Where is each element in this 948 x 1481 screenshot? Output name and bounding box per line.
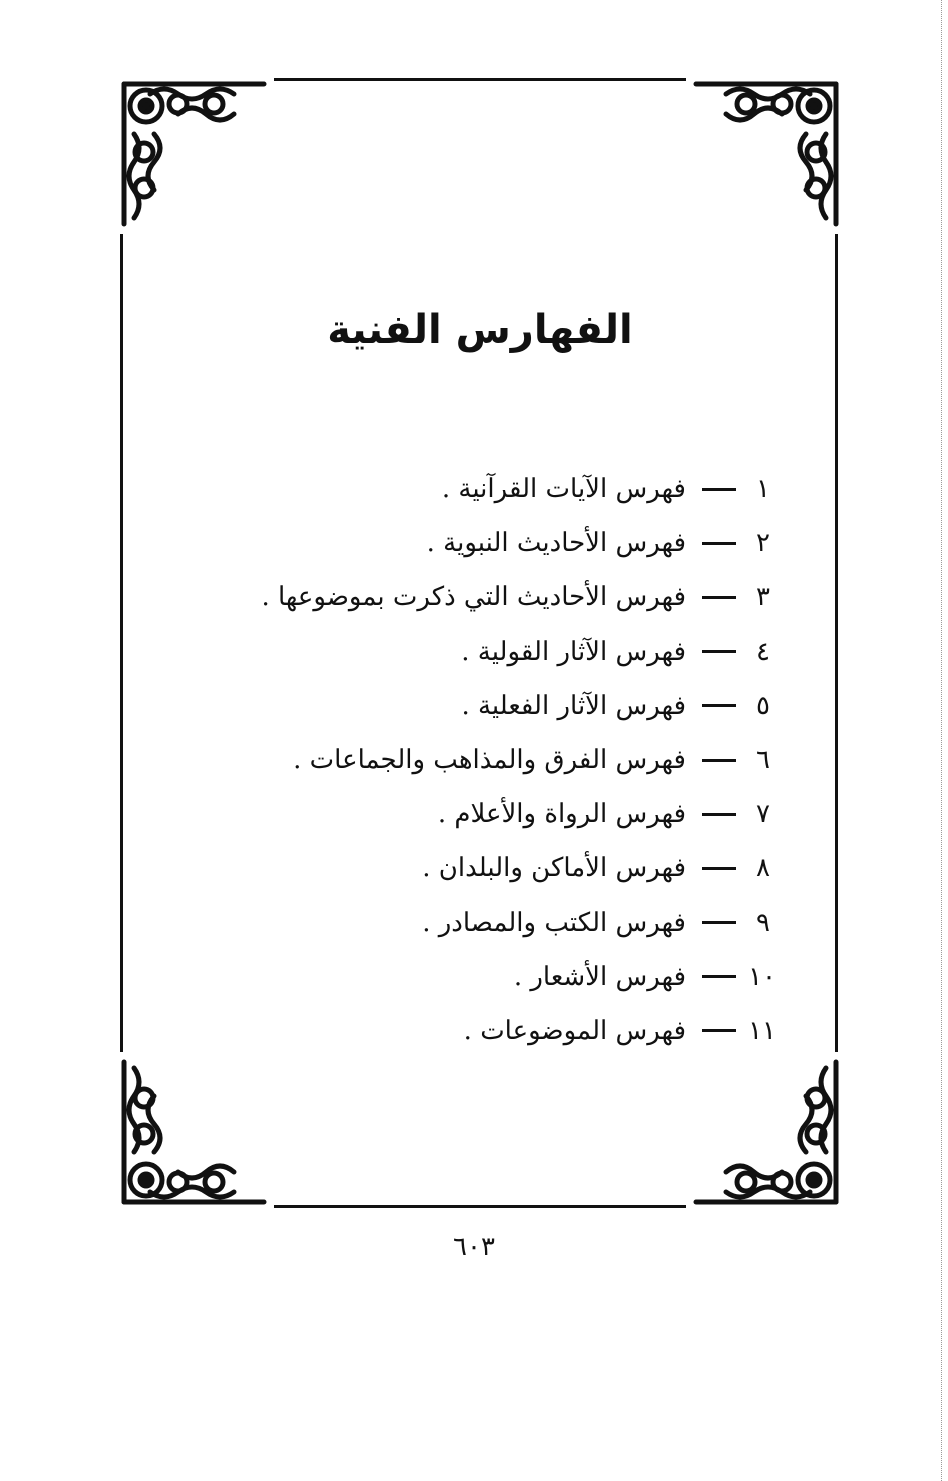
item-dash xyxy=(702,488,736,491)
item-dash xyxy=(702,542,736,545)
item-number: ٧ xyxy=(756,799,770,830)
item-number: ٢ xyxy=(756,528,770,559)
item-number: ٩ xyxy=(756,907,770,938)
list-item xyxy=(180,733,776,787)
item-dash xyxy=(702,813,736,816)
page-title: الفهارس الفنية xyxy=(327,307,633,353)
item-text: فهرس الآيات القرآنية . xyxy=(441,474,686,505)
item-dash xyxy=(702,921,736,924)
item-text: فهرس الفرق والمذاهب والجماعات . xyxy=(293,745,686,776)
item-number: ٣ xyxy=(756,582,770,613)
item-text: فهرس الأحاديث التي ذكرت بموضوعها . xyxy=(261,582,686,613)
item-number: ١ xyxy=(756,474,770,505)
item-number: ٤ xyxy=(756,636,770,667)
item-text: فهرس الآثار الفعلية . xyxy=(461,690,686,721)
item-dash xyxy=(702,650,736,653)
list-item xyxy=(180,462,776,516)
item-number: ١٠ xyxy=(748,961,776,992)
list-item xyxy=(180,679,776,733)
item-dash xyxy=(702,759,736,762)
item-text: فهرس الرواة والأعلام . xyxy=(437,799,686,830)
item-number: ١١ xyxy=(748,1015,776,1046)
item-number: ٥ xyxy=(756,690,770,721)
list-item xyxy=(180,787,776,841)
list-item xyxy=(180,841,776,895)
item-number: ٨ xyxy=(756,853,770,884)
page-number: ٦٠٣ xyxy=(453,1232,495,1262)
item-text: فهرس الأماكن والبلدان . xyxy=(422,853,686,884)
item-text: فهرس الكتب والمصادر . xyxy=(422,907,686,938)
list-item xyxy=(180,516,776,570)
index-list xyxy=(180,462,776,1058)
corner-arabesque-icon xyxy=(686,74,846,234)
item-dash xyxy=(702,596,736,599)
item-text: فهرس الموضوعات . xyxy=(463,1015,686,1046)
item-dash xyxy=(702,1029,736,1032)
corner-arabesque-icon xyxy=(686,1052,846,1212)
corner-arabesque-icon xyxy=(114,1052,274,1212)
corner-arabesque-icon xyxy=(114,74,274,234)
item-dash xyxy=(702,867,736,870)
list-item xyxy=(180,570,776,624)
item-number: ٦ xyxy=(756,745,770,776)
item-dash xyxy=(702,975,736,978)
list-item xyxy=(180,896,776,950)
list-item xyxy=(180,625,776,679)
item-text: فهرس الأشعار . xyxy=(513,961,686,992)
item-text: فهرس الآثار القولية . xyxy=(461,636,686,667)
scan-edge-divider xyxy=(941,0,943,1481)
item-text: فهرس الأحاديث النبوية . xyxy=(426,528,686,559)
item-dash xyxy=(702,704,736,707)
list-item xyxy=(180,1004,776,1058)
list-item xyxy=(180,950,776,1004)
